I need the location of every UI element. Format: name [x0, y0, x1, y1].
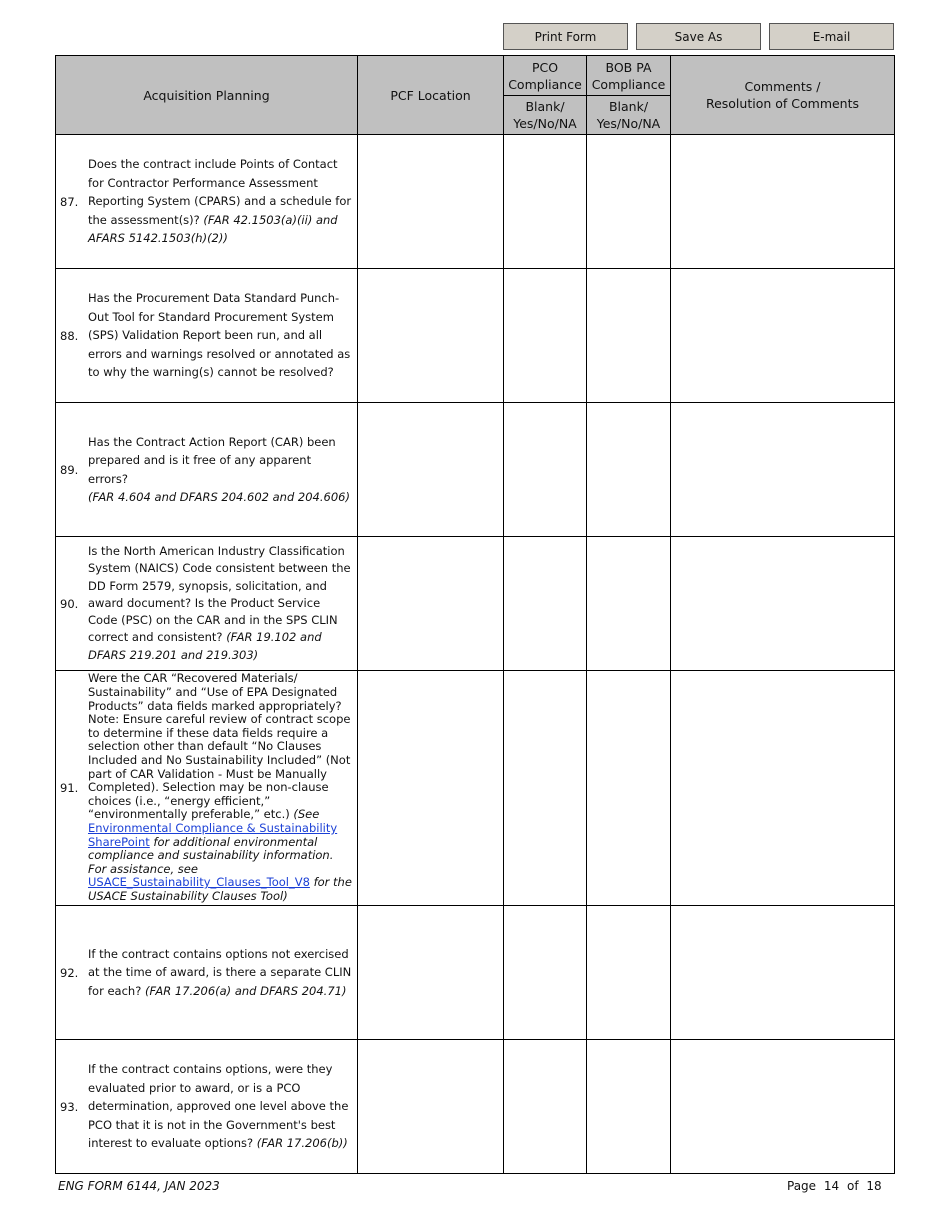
question-text: If the contract contains options, were they evaluated prior to award, or is a PCO determination, approved one level above the PCO that it is not in the Government's best interest to evaluate options? (FAR 17.206(b)): [88, 1062, 349, 1151]
comments-field[interactable]: [671, 135, 895, 269]
question-text: Is the North American Industry Classification System (NAICS) Code consistent between the DD Form 2579, synopsis, solicitation, and award document? Is the Product Service Code (PSC) on the CAR and in the SPS CLIN correct and consistent? (FAR 19.102 and DFARS 219.201 and 219.303): [88, 544, 351, 662]
bob-pa-compliance-field[interactable]: [587, 135, 671, 269]
pcf-location-field[interactable]: [358, 403, 504, 537]
pco-compliance-field[interactable]: [504, 906, 587, 1040]
pcf-location-field[interactable]: [358, 671, 504, 906]
question-number: 92.: [60, 965, 79, 980]
pco-compliance-field[interactable]: [504, 1040, 587, 1174]
environmental-compliance-link[interactable]: Environmental Compliance & Sustainability SharePoint: [88, 820, 338, 849]
table-row: [56, 135, 895, 269]
header-pcf-location: PCF Location: [358, 56, 504, 135]
question-text: Has the Contract Action Report (CAR) been prepared and is it free of any apparent errors? (FAR 4.604 and DFARS 204.602 and 204.606): [88, 434, 350, 504]
header-pco-compliance: PCO Compliance: [504, 56, 587, 96]
bob-pa-compliance-field[interactable]: [587, 1040, 671, 1174]
pcf-location-field[interactable]: [358, 537, 504, 671]
comments-field[interactable]: [671, 906, 895, 1040]
question-number: 89.: [60, 462, 79, 477]
form-id: ENG FORM 6144, JAN 2023: [58, 1179, 220, 1193]
pcf-location-field[interactable]: [358, 1040, 504, 1174]
page-number: Page 14 of 18: [787, 1179, 882, 1193]
comments-field[interactable]: [671, 269, 895, 403]
comments-field[interactable]: [671, 403, 895, 537]
bob-pa-compliance-field[interactable]: [587, 906, 671, 1040]
bob-pa-compliance-field[interactable]: [587, 671, 671, 906]
save-as-button[interactable]: Save As: [636, 23, 761, 50]
pco-compliance-field[interactable]: [504, 671, 587, 906]
question-text: Does the contract include Points of Contact for Contractor Performance Assessment Reporting System (CPARS) and a schedule for the assessment(s)? (FAR 42.1503(a)(ii) and AFARS 5142.1503(h)(2)): [88, 157, 352, 246]
question-text: If the contract contains options not exercised at the time of award, is there a separate CLIN for each? (FAR 17.206(a) and DFARS 204.71): [88, 946, 352, 998]
pco-compliance-field[interactable]: [504, 269, 587, 403]
bob-pa-compliance-field[interactable]: [587, 269, 671, 403]
bob-pa-compliance-field[interactable]: [587, 537, 671, 671]
comments-field[interactable]: [671, 537, 895, 671]
pcf-location-field[interactable]: [358, 135, 504, 269]
table-row: [56, 671, 895, 906]
bob-pa-compliance-field[interactable]: [587, 403, 671, 537]
pcf-location-field[interactable]: [358, 269, 504, 403]
pco-compliance-field[interactable]: [504, 135, 587, 269]
header-comments: Comments / Resolution of Comments: [671, 56, 895, 135]
header-pco-options: Blank/ Yes/No/NA: [504, 96, 587, 135]
email-button[interactable]: E-mail: [769, 23, 894, 50]
sustainability-tool-link[interactable]: USACE_Sustainability_Clauses_Tool_V8: [88, 875, 310, 890]
question-number: 91.: [60, 781, 79, 795]
header-bob-options: Blank/ Yes/No/NA: [587, 96, 671, 135]
comments-field[interactable]: [671, 671, 895, 906]
question-number: 93.: [60, 1099, 79, 1114]
header-acquisition-planning: Acquisition Planning: [56, 56, 358, 135]
table-row: [56, 403, 895, 537]
pco-compliance-field[interactable]: [504, 537, 587, 671]
question-number: 90.: [60, 596, 79, 611]
checklist-table: [55, 55, 895, 1174]
table-row: [56, 269, 895, 403]
question-number: 87.: [60, 194, 79, 209]
header-bob-pa-compliance: BOB PA Compliance: [587, 56, 671, 96]
comments-field[interactable]: [671, 1040, 895, 1174]
table-row: [56, 1040, 895, 1174]
pco-compliance-field[interactable]: [504, 403, 587, 537]
question-text: Were the CAR “Recovered Materials/ Sustainability” and “Use of EPA Designated Products” data fields marked appropriately? Note: Ensure careful review of contract scope to determine if these data fields require a selection other than default “No Clauses Included and No Sustainability Included” (Not part of CAR Validation - Must be Manually Completed). Selection may be non-clause choices (i.e., “energy efficient,” “environmentally preferable,” etc.) (See Environmental Compliance & Sustainability SharePoint for additional environmental compliance and sustainability information. For assistance, see USACE_Sustainability_Clauses_Tool_V8 for the USACE Sustainability Clauses Tool): [88, 671, 352, 903]
table-row: [56, 906, 895, 1040]
table-row: [56, 537, 895, 671]
question-text: Has the Procurement Data Standard Punch-Out Tool for Standard Procurement System (SPS) Validation Report been run, and all errors and warnings resolved or annotated as to why the warning(s) cannot be resolved?: [88, 291, 351, 380]
print-form-button[interactable]: Print Form: [503, 23, 628, 50]
question-number: 88.: [60, 328, 79, 343]
pcf-location-field[interactable]: [358, 906, 504, 1040]
